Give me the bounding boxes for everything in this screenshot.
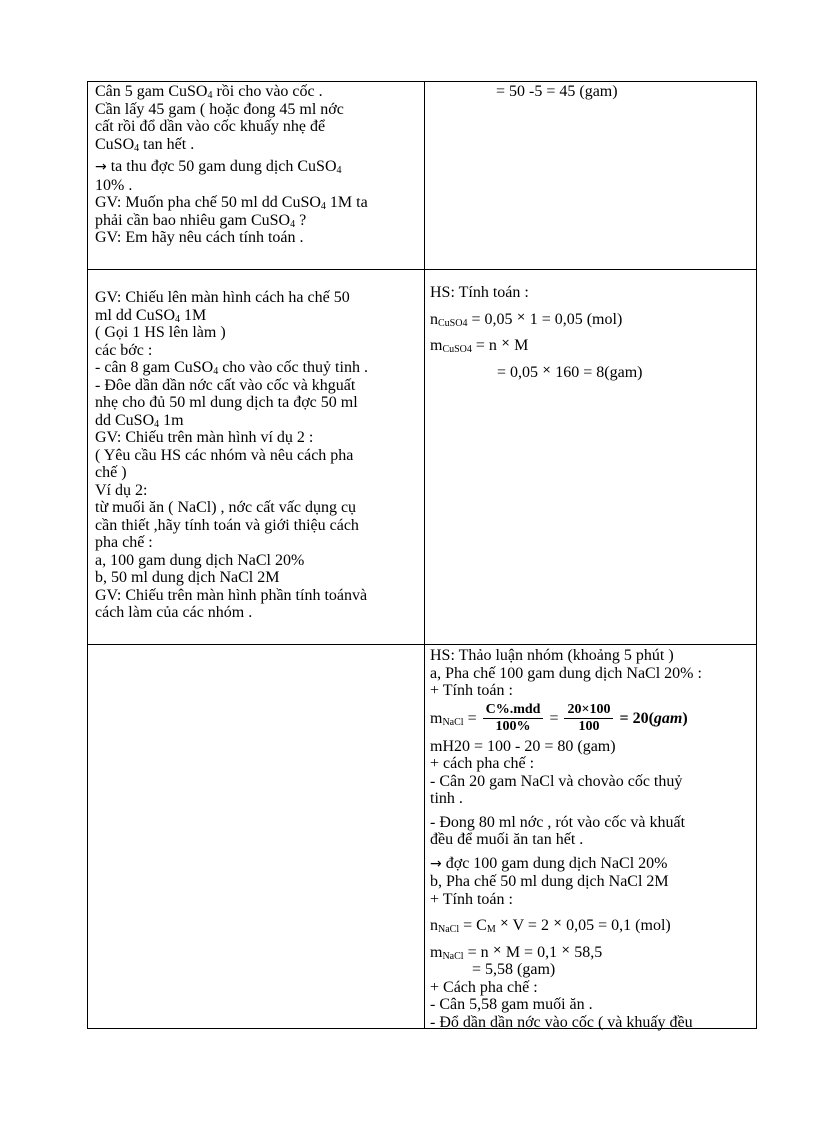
times-symbol: ×: [492, 942, 502, 956]
column-divider: [424, 82, 425, 1028]
text-line: a, 100 gam dung dịch NaCl 20%: [95, 551, 305, 569]
text-line: = 0,05 × 160 = 8(gam): [497, 362, 643, 381]
text-line: GV: Chiếu lên màn hình cách ha chế 50: [95, 289, 350, 306]
text-line: $m_{CuSO4} = n$ × M: [430, 336, 529, 355]
text-line: ( Gọi 1 HS lên làm ): [95, 324, 226, 341]
mass-formula: $m_{NaCl}$ = $\frac{\text{C\%.mdd}}{100\%}$ = $\frac{20\times 100}{100}$ = 20(gam): [430, 702, 688, 735]
text-line: ml dd CuSO$_4$ 1M: [95, 306, 207, 325]
right-arrow-icon: →: [95, 159, 107, 175]
text-line: HS: Tính toán :: [430, 284, 529, 301]
text-line: chế ): [95, 464, 127, 481]
text-line: GV: Chiếu trên màn hình phần tính toánvà: [95, 586, 368, 604]
text-line: GV: Chiếu trên màn hình ví dụ 2 :: [95, 429, 314, 446]
text-line: - cân 8 gam CuSO$_4$ cho vào cốc thuỷ tinh .: [95, 359, 368, 377]
text-line: - Đổ dần dần nớc vào cốc ( và khuấy đều: [430, 1013, 693, 1031]
text-line: cần thiết ,hãy tính toán và giới thiệu cách: [95, 516, 359, 534]
text-line: b, 50 ml dung dịch NaCl 2M: [95, 569, 280, 586]
text-line: CuSO$_4$ tan hết .: [95, 135, 195, 154]
text-line: + Cách pha chế :: [430, 978, 538, 996]
lesson-table: [87, 81, 757, 1029]
text-line: Ví dụ 2:: [95, 481, 148, 499]
text-line: nhẹ cho đủ 50 ml dung dịch ta đợc 50 ml: [95, 394, 358, 411]
left-cell-row2: [95, 289, 420, 622]
text-line: → đợc 100 gam dung dịch NaCl 20%: [430, 854, 668, 872]
fraction: $\frac{20\times 100}{100}$: [564, 702, 613, 735]
left-cell-row1: [95, 83, 420, 247]
text-line: cất rồi đổ dần vào cốc khuấy nhẹ để: [95, 118, 326, 135]
text-line: = 50 -5 = 45 (gam): [496, 83, 618, 100]
text-line: $m_{NaCl} = n$ × M = 0,1 × 58,5: [430, 942, 603, 962]
times-symbol: ×: [516, 309, 526, 323]
text-line: → ta thu đợc 50 gam dung dịch CuSO$_4$: [95, 158, 342, 176]
text-line: Cần lấy 45 gam ( hoặc đong 45 ml nớc: [95, 100, 344, 118]
fraction: $\frac{\text{C\%.mdd}}{100\%}$: [483, 702, 544, 735]
text-line: ( Yêu cầu HS các nhóm và nêu cách pha: [95, 446, 354, 464]
text-line: + Tính toán :: [430, 890, 513, 908]
times-symbol: ×: [500, 336, 511, 349]
text-line: các bớc :: [95, 341, 153, 359]
text-line: HS: Thảo luận nhóm (khoảng 5 phút ): [430, 647, 674, 664]
right-cell-row2: [430, 284, 756, 381]
text-line: - Đôe dần dần nớc cất vào cốc và khguất: [95, 376, 356, 394]
times-symbol: ×: [499, 916, 509, 929]
text-line: + cách pha chế :: [430, 755, 535, 772]
text-line: a, Pha chế 100 gam dung dịch NaCl 20% :: [430, 664, 702, 682]
text-line: từ muối ăn ( NaCl) , nớc cất vấc dụng cụ: [95, 499, 357, 516]
text-line: $n_{CuSO4} = 0,05$ × 1 = 0,05 (mol): [430, 309, 623, 329]
text-line: cách làm của các nhóm .: [95, 604, 253, 621]
row-divider-1: [88, 269, 756, 270]
text-line: $n_{NaCl} = C_M$ × V = 2 × 0,05 = 0,1 (mol): [430, 916, 671, 935]
text-line: GV: Em hãy nêu cách tính toán .: [95, 229, 304, 246]
text-line: đều để muối ăn tan hết .: [430, 831, 584, 848]
text-line: - Cân 20 gam NaCl và chovào cốc thuỷ: [430, 772, 683, 790]
right-cell-row3: [430, 647, 756, 1031]
text-line: - Cân 5,58 gam muối ăn .: [430, 996, 593, 1013]
right-arrow-icon: →: [430, 855, 442, 872]
times-symbol: ×: [561, 942, 571, 956]
text-line: 10% .: [95, 176, 133, 194]
times-symbol: ×: [552, 916, 563, 929]
row-divider-2: [88, 644, 756, 645]
right-cell-row1: [430, 83, 756, 101]
text-line: GV: Muốn pha chế 50 ml dd CuSO$_4$ 1M ta: [95, 194, 368, 212]
times-symbol: ×: [542, 362, 552, 376]
text-line: = 5,58 (gam): [472, 961, 556, 978]
text-line: + Tính toán :: [430, 682, 513, 699]
text-line: phải cần bao nhiêu gam CuSO$_4$ ?: [95, 211, 307, 230]
text-line: pha chế :: [95, 534, 153, 551]
text-line: b, Pha chế 50 ml dung dịch NaCl 2M: [430, 873, 669, 890]
text-line: - Đong 80 ml nớc , rót vào cốc và khuất: [430, 813, 686, 831]
text-line: Cân 5 gam CuSO$_4$ rồi cho vào cốc .: [95, 83, 323, 101]
text-line: dd CuSO$_4$ 1m: [95, 411, 184, 430]
text-line: mH20 = 100 - 20 = 80 (gam): [430, 737, 616, 755]
text-line: tinh .: [430, 790, 463, 807]
